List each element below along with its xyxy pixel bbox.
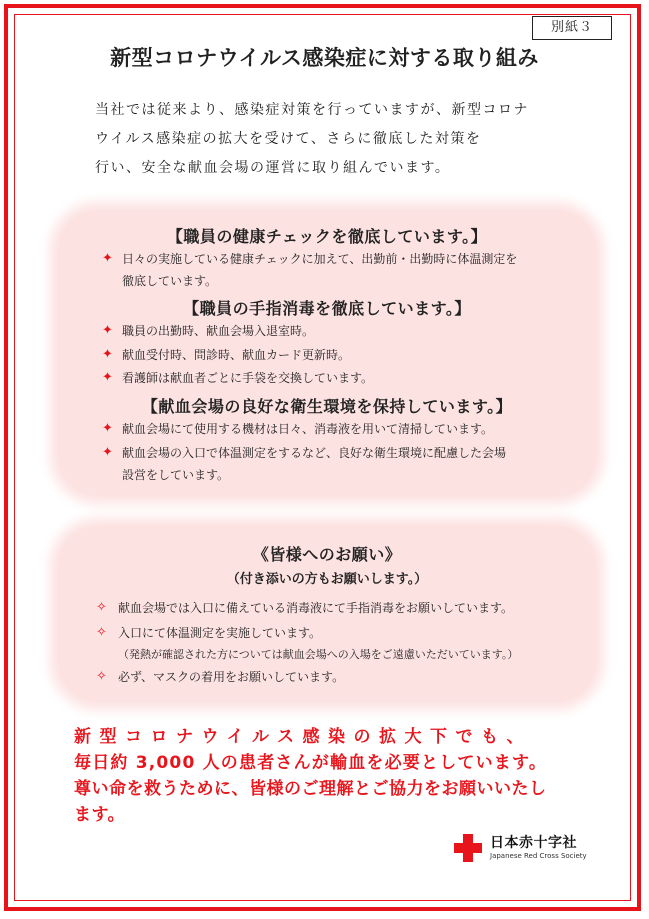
request-heading: 《皆様へのお願い》 <box>252 545 402 564</box>
item-line: 看護師は献血者ごとに手袋を交換しています。 <box>122 371 374 385</box>
list-item <box>102 320 582 342</box>
item-line: 献血会場にて使用する機材は日々、消毒液を用いて清掃しています。 <box>122 422 494 436</box>
page-title: 新型コロナウイルス感染症に対する取り組み <box>110 46 539 70</box>
list-item <box>96 667 588 687</box>
item-line: 設営をしています。 <box>122 468 230 482</box>
list-item <box>102 418 582 440</box>
intro-paragraph <box>95 96 565 183</box>
item-line: 徹底しています。 <box>122 274 218 288</box>
list-item <box>96 598 588 618</box>
outline-sparkle-bullet-icon: ✧ <box>96 600 107 615</box>
item-line: 入口にて体温測定を実施しています。 <box>118 626 322 640</box>
intro-line: 当社では従来より、感染症対策を行っていますが、新型コロナ <box>95 102 529 118</box>
intro-line: 行い、安全な献血会場の運営に取り組んでいます。 <box>95 160 451 176</box>
logo-name: 日本赤十字社 <box>490 835 577 851</box>
measure-heading-hand-sanitizing: 【職員の手指消毒を徹底しています。】 <box>183 299 471 318</box>
sparkle-bullet-icon: ✦ <box>102 370 113 385</box>
outline-sparkle-bullet-icon: ✧ <box>96 669 107 684</box>
sparkle-bullet-icon: ✦ <box>102 445 113 460</box>
logo-subtitle: Japanese Red Cross Society <box>490 852 587 860</box>
item-line: 必ず、マスクの着用をお願いしています。 <box>118 670 345 684</box>
list-item <box>102 344 582 366</box>
japanese-red-cross-logo <box>452 832 587 866</box>
outline-sparkle-bullet-icon: ✧ <box>96 625 107 640</box>
list-item <box>102 248 582 292</box>
intro-line: ウイルス感染症の拡大を受けて、さらに徹底した対策を <box>95 131 482 147</box>
list-item <box>102 367 582 389</box>
attachment-label: 別紙３ <box>532 16 612 40</box>
list-item <box>96 623 588 643</box>
closing-message <box>74 724 574 828</box>
item-line: 日々の実施している健康チェックに加えて、出勤前・出勤時に体温測定を <box>122 252 518 266</box>
closing-line: 尊い命を救うために、皆様のご理解とご協力をお願いいたし <box>74 779 547 799</box>
sparkle-bullet-icon: ✦ <box>102 421 113 436</box>
closing-line: 新型コロナウイルス感染の拡大下でも、 <box>74 727 532 747</box>
list-item <box>102 442 582 486</box>
closing-line: 毎日約 3,000 人の患者さんが輸血を必要としています。 <box>74 753 548 773</box>
item-line: 献血会場では入口に備えている消毒液にて手指消毒をお願いしています。 <box>118 601 514 615</box>
item-line: 献血会場の入口で体温測定をするなど、良好な衛生環境に配慮した会場 <box>122 446 507 460</box>
sparkle-bullet-icon: ✦ <box>102 323 113 338</box>
measure-heading-health-check: 【職員の健康チェックを徹底しています。】 <box>166 227 488 246</box>
measures-panel <box>58 210 596 496</box>
sparkle-bullet-icon: ✦ <box>102 251 113 266</box>
sparkle-bullet-icon: ✦ <box>102 347 113 362</box>
request-note: （発熱が確認された方については献血会場への入場をご遠慮いただいています。） <box>118 648 519 661</box>
item-line: 献血受付時、問診時、献血カード更新時。 <box>122 348 351 362</box>
closing-line: ます。 <box>74 805 126 825</box>
request-subheading: （付き添いの方もお願いします。） <box>226 572 428 587</box>
measure-heading-hygiene: 【献血会場の良好な衛生環境を保持しています。】 <box>141 397 513 416</box>
item-line: 職員の出勤時、献血会場入退室時。 <box>122 324 315 338</box>
red-cross-icon <box>452 832 484 864</box>
